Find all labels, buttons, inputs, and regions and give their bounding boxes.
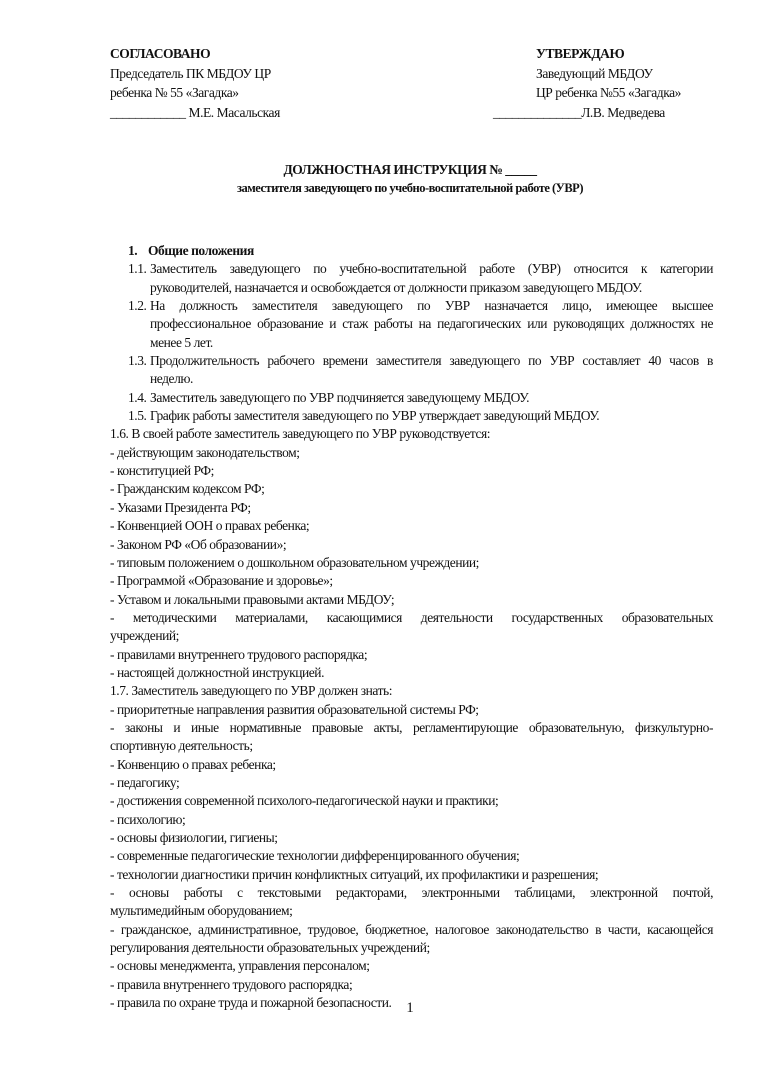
section-title: Общие положения xyxy=(148,243,254,258)
item-number: 1.4. xyxy=(128,389,147,405)
list-item xyxy=(110,517,713,535)
paragraph-line: спортивную деятельность; xyxy=(110,738,253,754)
list-item xyxy=(110,572,713,590)
list-item xyxy=(110,719,713,756)
approved-heading: УТВЕРЖДАЮ xyxy=(536,46,625,61)
list-item xyxy=(110,499,713,517)
paragraph-line: - Конвенцию о правах ребенка; xyxy=(110,756,276,772)
paragraph-line: - современные педагогические технологии дифференцированного обучения; xyxy=(110,848,520,864)
paragraph-line: регулирования деятельности образовательных учреждений; xyxy=(110,940,430,956)
list-item xyxy=(110,701,713,719)
list-item xyxy=(110,774,713,792)
section-number: 1. xyxy=(128,243,138,258)
list-item xyxy=(110,407,713,425)
document-title: ДОЛЖНОСТНАЯ ИНСТРУКЦИЯ № _____ xyxy=(283,162,537,177)
paragraph-line: - гражданское, административное, трудовое, бюджетное, налоговое законодательство в части, касающейся xyxy=(110,921,713,937)
approval-block-approved xyxy=(493,44,681,122)
paragraph-line: 1.7. Заместитель заведующего по УВР должен знать: xyxy=(110,683,393,699)
paragraph-line: - настоящей должностной инструкцией. xyxy=(110,664,324,680)
approved-line-2: ЦР ребенка №55 «Загадка» xyxy=(536,85,681,100)
list-item xyxy=(110,847,713,865)
list-item xyxy=(110,921,713,958)
paragraph-line: - Законом РФ «Об образовании»; xyxy=(110,536,287,552)
item-line: Заместитель заведующего по УВР подчиняется заведующему МБДОУ. xyxy=(150,389,530,405)
list-item xyxy=(110,811,713,829)
list-item xyxy=(110,591,713,609)
item-number: 1.2. xyxy=(128,298,147,314)
paragraph-line: учреждений; xyxy=(110,628,179,644)
approved-signature: ______________Л.В. Медведева xyxy=(493,104,665,120)
item-line: Заместитель заведующего по учебно-воспитательной работе (УВР) относится к категории xyxy=(150,261,713,277)
list-item xyxy=(110,480,713,498)
list-item xyxy=(110,664,713,682)
list-item xyxy=(110,425,713,443)
list-item xyxy=(110,756,713,774)
paragraph-line: - основы менеджмента, управления персоналом; xyxy=(110,958,370,974)
list-item xyxy=(110,976,713,994)
item-line: руководителей, назначается и освобождается от должности приказом заведующего МБДОУ. xyxy=(150,279,642,295)
paragraph-line: - Гражданским кодексом РФ; xyxy=(110,481,265,497)
item-number: 1.5. xyxy=(128,408,147,424)
item-line: Продолжительность рабочего времени заместителя заведующего по УВР составляет 40 часов в xyxy=(150,353,713,369)
document-subtitle: заместителя заведующего по учебно-воспитательной работе (УВР) xyxy=(237,181,583,195)
approved-line-1: Заведующий МБДОУ xyxy=(536,65,653,81)
paragraph-line: - психологию; xyxy=(110,811,186,827)
paragraph-line: - Уставом и локальными правовыми актами МБДОУ; xyxy=(110,591,395,607)
paragraph-line: - Указами Президента РФ; xyxy=(110,499,251,515)
paragraph-line: - типовым положением о дошкольном образовательном учреждении; xyxy=(110,554,479,570)
paragraph-line: - достижения современной психолого-педагогической науки и практики; xyxy=(110,793,499,809)
item-line: На должность заместителя заведующего по УВР назначается лицо, имеющее высшее xyxy=(150,298,713,314)
paragraph-line: 1.6. В своей работе заместитель заведующего по УВР руководствуется: xyxy=(110,426,491,442)
list-item xyxy=(110,444,713,462)
agreed-line-1: Председатель ПК МБДОУ ЦР xyxy=(110,65,271,81)
agreed-heading: СОГЛАСОВАНО xyxy=(110,46,211,61)
paragraph-line: - основы физиологии, гигиены; xyxy=(110,830,278,845)
list-item xyxy=(110,884,713,921)
list-item xyxy=(110,682,713,700)
agreed-line-2: ребенка № 55 «Загадка» xyxy=(110,85,239,100)
list-item xyxy=(110,352,713,389)
paragraph-line: - приоритетные направления развития образовательной системы РФ; xyxy=(110,701,479,717)
approval-block-agreed xyxy=(110,44,280,122)
list-item xyxy=(110,792,713,810)
item-line: профессиональное образование и стаж работы на педагогических или руководящих должностях не xyxy=(150,316,713,332)
paragraph-line: - правила по охране труда и пожарной безопасности. xyxy=(110,995,392,1011)
paragraph-line: мультимедийным оборудованием; xyxy=(110,903,293,919)
document-body xyxy=(110,242,713,1012)
list-item xyxy=(110,829,713,847)
paragraph-line: - правила внутреннего трудового распорядка; xyxy=(110,976,353,992)
paragraph-line: - методическими материалами, касающимися деятельности государственных образовательных xyxy=(110,609,713,625)
paragraph-line: - основы работы с текстовыми редакторами, электронными таблицами, электронной почтой, xyxy=(110,885,713,901)
list-item xyxy=(110,646,713,664)
list-item xyxy=(110,866,713,884)
list-item xyxy=(110,609,713,646)
paragraph-line: - педагогику; xyxy=(110,774,180,790)
paragraph-line: - правилами внутреннего трудового распорядка; xyxy=(110,646,368,662)
agreed-signature: ____________ М.Е. Масальская xyxy=(110,104,280,120)
list-item xyxy=(110,462,713,480)
item-line: неделю. xyxy=(150,371,193,387)
paragraph-line: - конституцией РФ; xyxy=(110,463,214,479)
item-line: менее 5 лет. xyxy=(150,334,213,350)
list-item xyxy=(110,260,713,297)
item-number: 1.1. xyxy=(128,261,147,277)
list-item xyxy=(110,957,713,975)
paragraph-line: - технологии диагностики причин конфликтных ситуаций, их профилактики и разрешения; xyxy=(110,866,599,882)
paragraph-line: - Программой «Образование и здоровье»; xyxy=(110,573,333,589)
list-item xyxy=(110,536,713,554)
paragraph-line: - действующим законодательством; xyxy=(110,444,300,460)
page-number: 1 xyxy=(406,1000,414,1016)
item-number: 1.3. xyxy=(128,353,147,369)
list-item xyxy=(110,554,713,572)
item-line: График работы заместителя заведующего по УВР утверждает заведующий МБДОУ. xyxy=(150,408,600,424)
list-item xyxy=(110,297,713,352)
paragraph-line: - Конвенцией ООН о правах ребенка; xyxy=(110,518,310,534)
section-heading xyxy=(110,242,713,260)
list-item xyxy=(110,389,713,407)
paragraph-line: - законы и иные нормативные правовые акты, регламентирующие образовательную, физкультурно- xyxy=(110,719,713,735)
